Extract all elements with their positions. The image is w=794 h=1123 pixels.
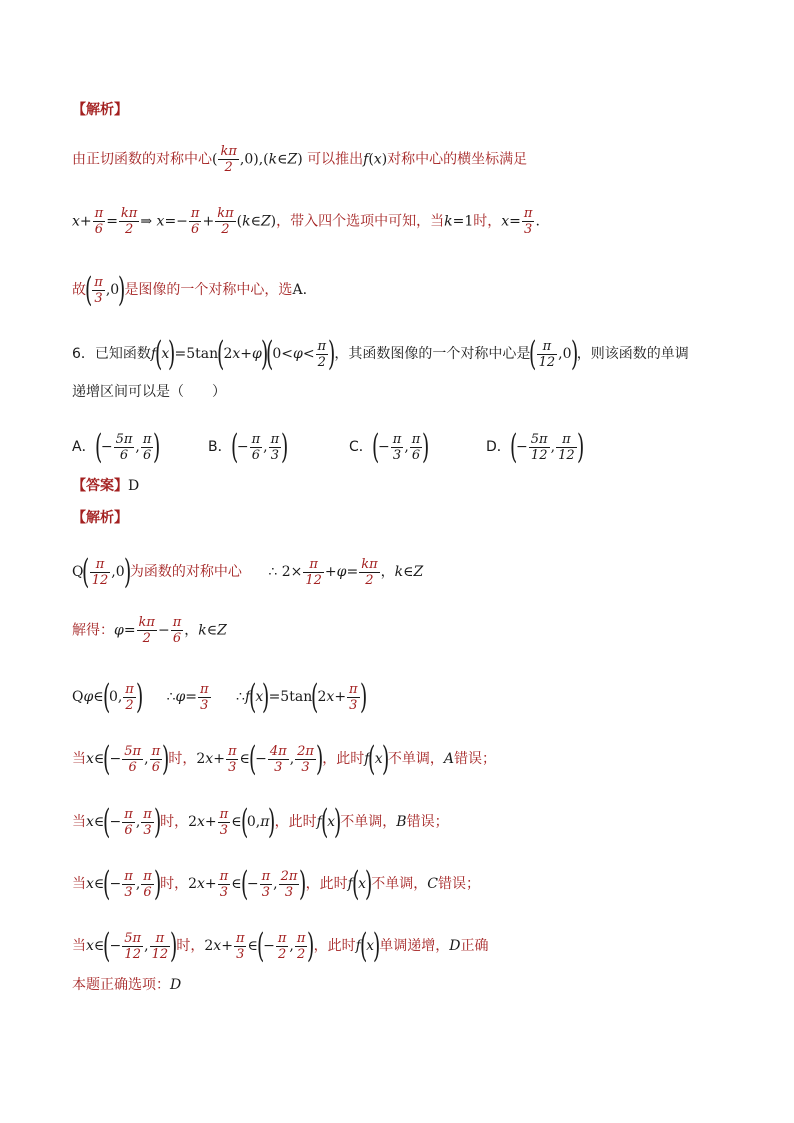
final-answer: 本题正确选项：D <box>72 977 182 993</box>
solution-line-7: 当x∈(− $\frac{5\pi}{12}$ , $\frac{\pi}{12}$ )时，2x+ $\frac{\pi}{3}$ ∈(− $\frac{\pi}{2}$ , $\frac{\pi}{2}$ )，此时f(x)单调递增，D正确 <box>72 926 489 966</box>
question-6-line-2: 递增区间可以是（ ） <box>72 384 226 400</box>
answer-label: 【答案】 <box>72 478 128 494</box>
analysis-line-2: x+ $\frac{\pi}{6}$ = $\frac{k\pi}{2}$ ⇒ x=− $\frac{\pi}{6}$ + $\frac{k\pi}{2}$ (k∈Z)，带入四个选项中可知，当k=1时，x= $\frac{\pi}{3}$ . <box>72 206 540 237</box>
analysis-line-1: 由正切函数的对称中心( $\frac{k\pi}{2}$ ,0),(k∈Z) 可以推出f(x)对称中心的横坐标满足 <box>72 144 528 175</box>
solution-line-2: 解得：φ= $\frac{k\pi}{2}$ − $\frac{\pi}{6}$ ，k∈Z <box>72 615 227 646</box>
question-6-line-1: 6．已知函数f(x)=5tan(2x+φ)(0<φ< $\frac{\pi}{2}$ )，其函数图像的一个对称中心是( $\frac{\pi}{12}$ ,0)，则该函数的单调 <box>72 334 689 374</box>
solution-line-4: 当x∈(− $\frac{5\pi}{6}$ , $\frac{\pi}{6}$ )时，2x+ $\frac{\pi}{3}$ ∈(− $\frac{4\pi}{3}$ , $\frac{2\pi}{3}$ )，此时f(x)不单调，A错误； <box>72 739 496 779</box>
solution-line-6: 当x∈(− $\frac{\pi}{3}$ , $\frac{\pi}{6}$ )时，2x+ $\frac{\pi}{3}$ ∈(− $\frac{\pi}{3}$ , $\frac{2\pi}{3}$ )，此时f(x)不单调，C错误； <box>72 864 481 904</box>
analysis-line-3: 故( $\frac{\pi}{3}$ ,0)是图像的一个对称中心，选A. <box>72 270 308 310</box>
option-a: A．(− $\frac{5\pi}{6}$ , $\frac{\pi}{6}$ ) <box>72 427 161 467</box>
option-c: C．(− $\frac{\pi}{3}$ , $\frac{\pi}{6}$ ) <box>349 427 430 467</box>
analysis-label-2: 【解析】 <box>72 510 128 526</box>
option-d: D．(− $\frac{5\pi}{12}$ , $\frac{\pi}{12}$ ) <box>486 427 584 467</box>
analysis-label-1: 【解析】 <box>72 102 128 118</box>
option-b: B．(− $\frac{\pi}{6}$ , $\frac{\pi}{3}$ ) <box>208 427 289 467</box>
solution-line-3: Qφ∈(0, $\frac{\pi}{2}$ ) ∴φ= $\frac{\pi}{3}$ ∴f(x)=5tan(2x+ $\frac{\pi}{3}$ ) <box>72 677 367 717</box>
solution-line-5: 当x∈(− $\frac{\pi}{6}$ , $\frac{\pi}{3}$ )时，2x+ $\frac{\pi}{3}$ ∈(0,π)，此时f(x)不单调，B错误； <box>72 802 449 842</box>
solution-line-1: Q( $\frac{\pi}{12}$ ,0)为函数的对称中心 ∴ 2× $\frac{\pi}{12}$ +φ= $\frac{k\pi}{2}$ ，k∈Z <box>72 552 424 592</box>
answer-value: D <box>128 478 140 494</box>
answer-line <box>72 476 139 496</box>
